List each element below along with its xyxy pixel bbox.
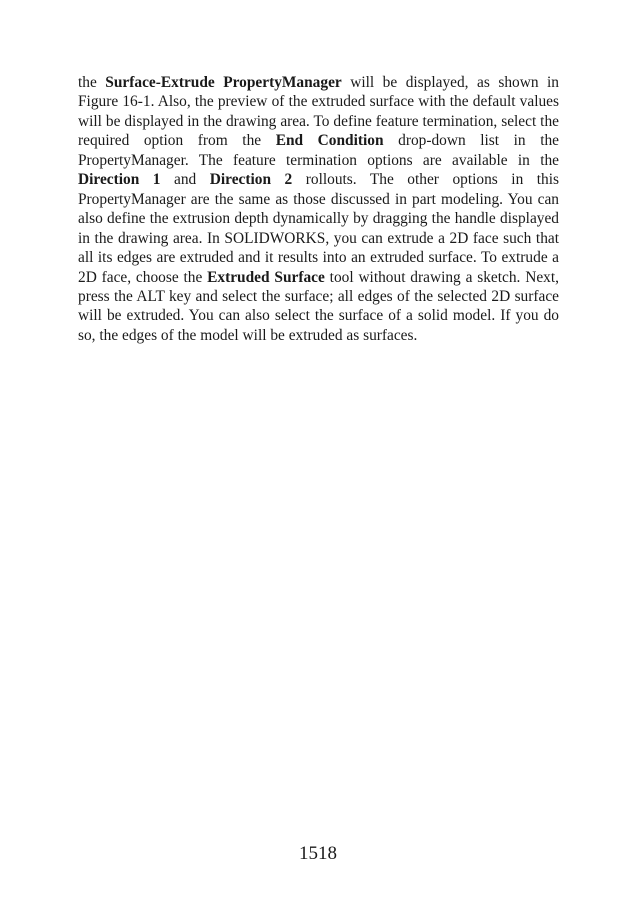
body-paragraph [78, 73, 559, 345]
text-run: the [78, 74, 106, 91]
bold-term-extruded-surface: Extruded Surface [207, 268, 325, 286]
bold-term-direction-2: Direction 2 [209, 171, 293, 189]
bold-term-direction-1: Direction 1 [78, 171, 161, 189]
page-number: 1518 [299, 843, 337, 864]
text-run: drop-down list in the PropertyManager. The feature termination options are available in the [78, 132, 560, 169]
text-run: tool without drawing a sketch. Next, press the ALT key and select the surface; all edges of the selected 2D surface will be extruded. You can also select the surface of a solid model. If you do so, the edges of the model will be extruded as surfaces. [78, 268, 559, 344]
bold-term-end-condition: End Condition [275, 132, 384, 150]
text-run: will be displayed, as shown in Figure 16-1. Also, the preview of the extruded surface with the default values will be displayed in the drawing area. To define feature termination, select the required option from the [78, 74, 559, 150]
bold-term-surface-extrude-propertymanager: Surface-Extrude PropertyManager [105, 74, 342, 91]
text-run: and [160, 171, 210, 189]
text-run: rollouts. The other options in this PropertyManager are the same as those discussed in part modeling. You can also define the extrusion depth dynamically by dragging the handle displayed in the drawing area. In SOLIDWORKS, you can extrude a 2D face such that all its edges are extruded and it results into an extruded surface. To extrude a 2D face, choose the [78, 171, 560, 286]
